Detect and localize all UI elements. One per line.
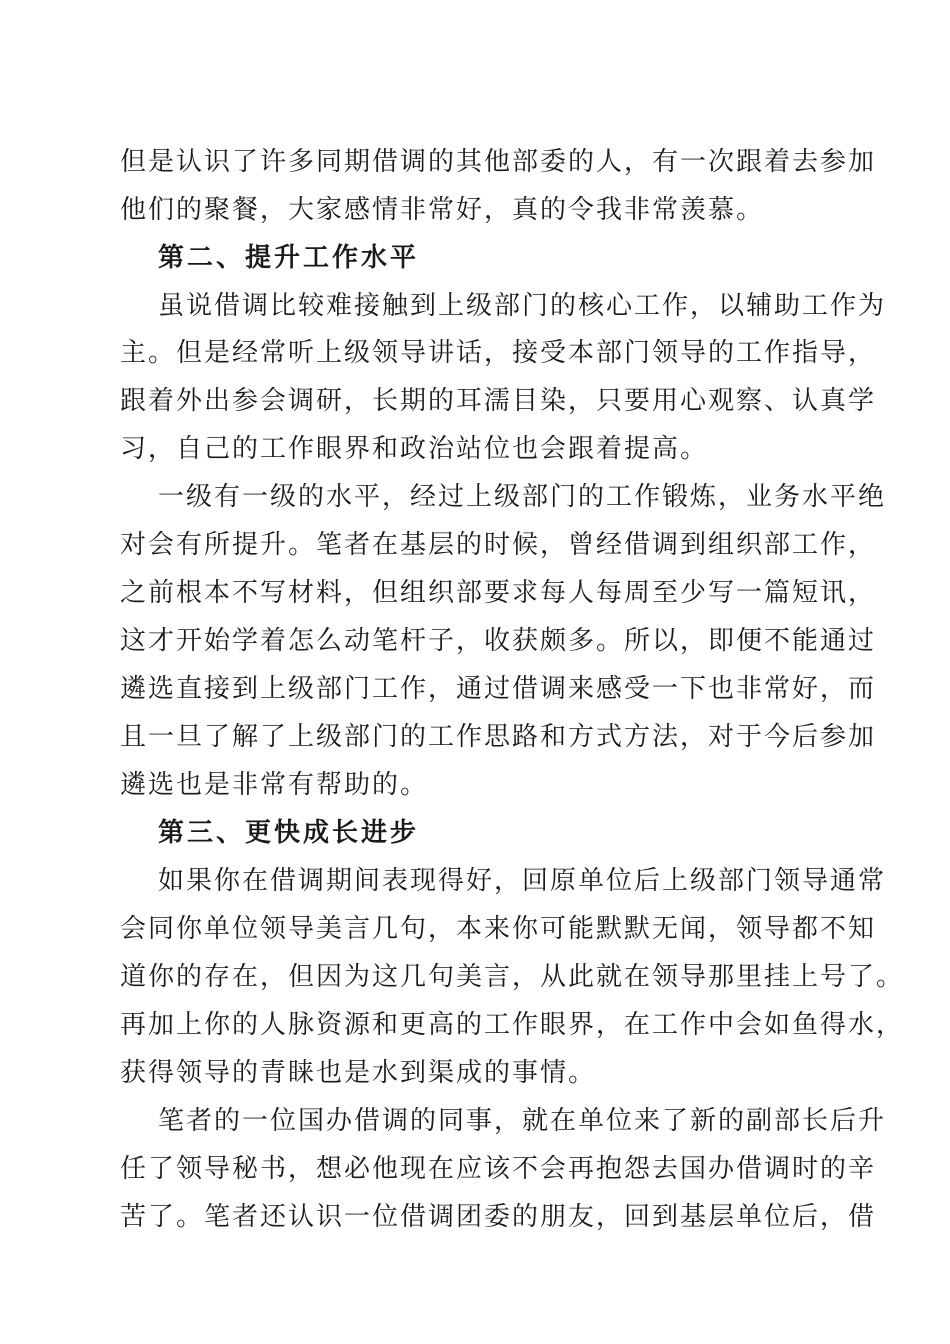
body-text-line: 遴选直接到上级部门工作，通过借调来感受一下也非常好，而 (120, 674, 877, 704)
body-text-line: 苦了。笔者还认识一位借调团委的朋友，回到基层单位后，借 (120, 1202, 877, 1232)
body-text-line: 习，自己的工作眼界和政治站位也会跟着提高。 (120, 434, 709, 464)
body-text-line: 笔者的一位国办借调的同事，就在单位来了新的副部长后升 (158, 1106, 887, 1136)
body-text-line: 遴选也是非常有帮助的。 (120, 770, 429, 800)
body-text-line: 他们的聚餐，大家感情非常好，真的令我非常羡慕。 (120, 195, 765, 225)
section-heading: 第二、提升工作水平 (158, 243, 420, 273)
body-text-line: 但是认识了许多同期借调的其他部委的人，有一次跟着去参加 (120, 147, 877, 177)
body-text-line: 主。但是经常听上级领导讲话，接受本部门领导的工作指导， (120, 338, 877, 368)
body-text-line: 会同你单位领导美言几句，本来你可能默默无闻，领导都不知 (120, 914, 877, 944)
body-text-line: 一级有一级的水平，经过上级部门的工作锻炼，业务水平绝 (158, 482, 887, 512)
body-text-line: 任了领导秘书，想必他现在应该不会再抱怨去国办借调时的辛 (120, 1154, 877, 1184)
body-text-line: 如果你在借调期间表现得好，回原单位后上级部门领导通常 (158, 866, 887, 896)
body-text-line: 虽说借调比较难接触到上级部门的核心工作，以辅助工作为 (158, 291, 887, 321)
body-text-line: 这才开始学着怎么动笔杆子，收获颇多。所以，即便不能通过 (120, 626, 877, 656)
body-text-line: 道你的存在，但因为这几句美言，从此就在领导那里挂上号了。 (120, 962, 905, 992)
body-text-line: 对会有所提升。笔者在基层的时候，曾经借调到组织部工作， (120, 530, 877, 560)
body-text-line: 跟着外出参会调研，长期的耳濡目染，只要用心观察、认真学 (120, 386, 877, 416)
body-text-line: 之前根本不写材料，但组织部要求每人每周至少写一篇短讯， (120, 578, 877, 608)
section-heading: 第三、更快成长进步 (158, 818, 420, 848)
body-text-line: 且一旦了解了上级部门的工作思路和方式方法，对于今后参加 (120, 722, 877, 752)
body-text-line: 获得领导的青睐也是水到渠成的事情。 (120, 1058, 597, 1088)
body-text-line: 再加上你的人脉资源和更高的工作眼界，在工作中会如鱼得水， (120, 1010, 905, 1040)
